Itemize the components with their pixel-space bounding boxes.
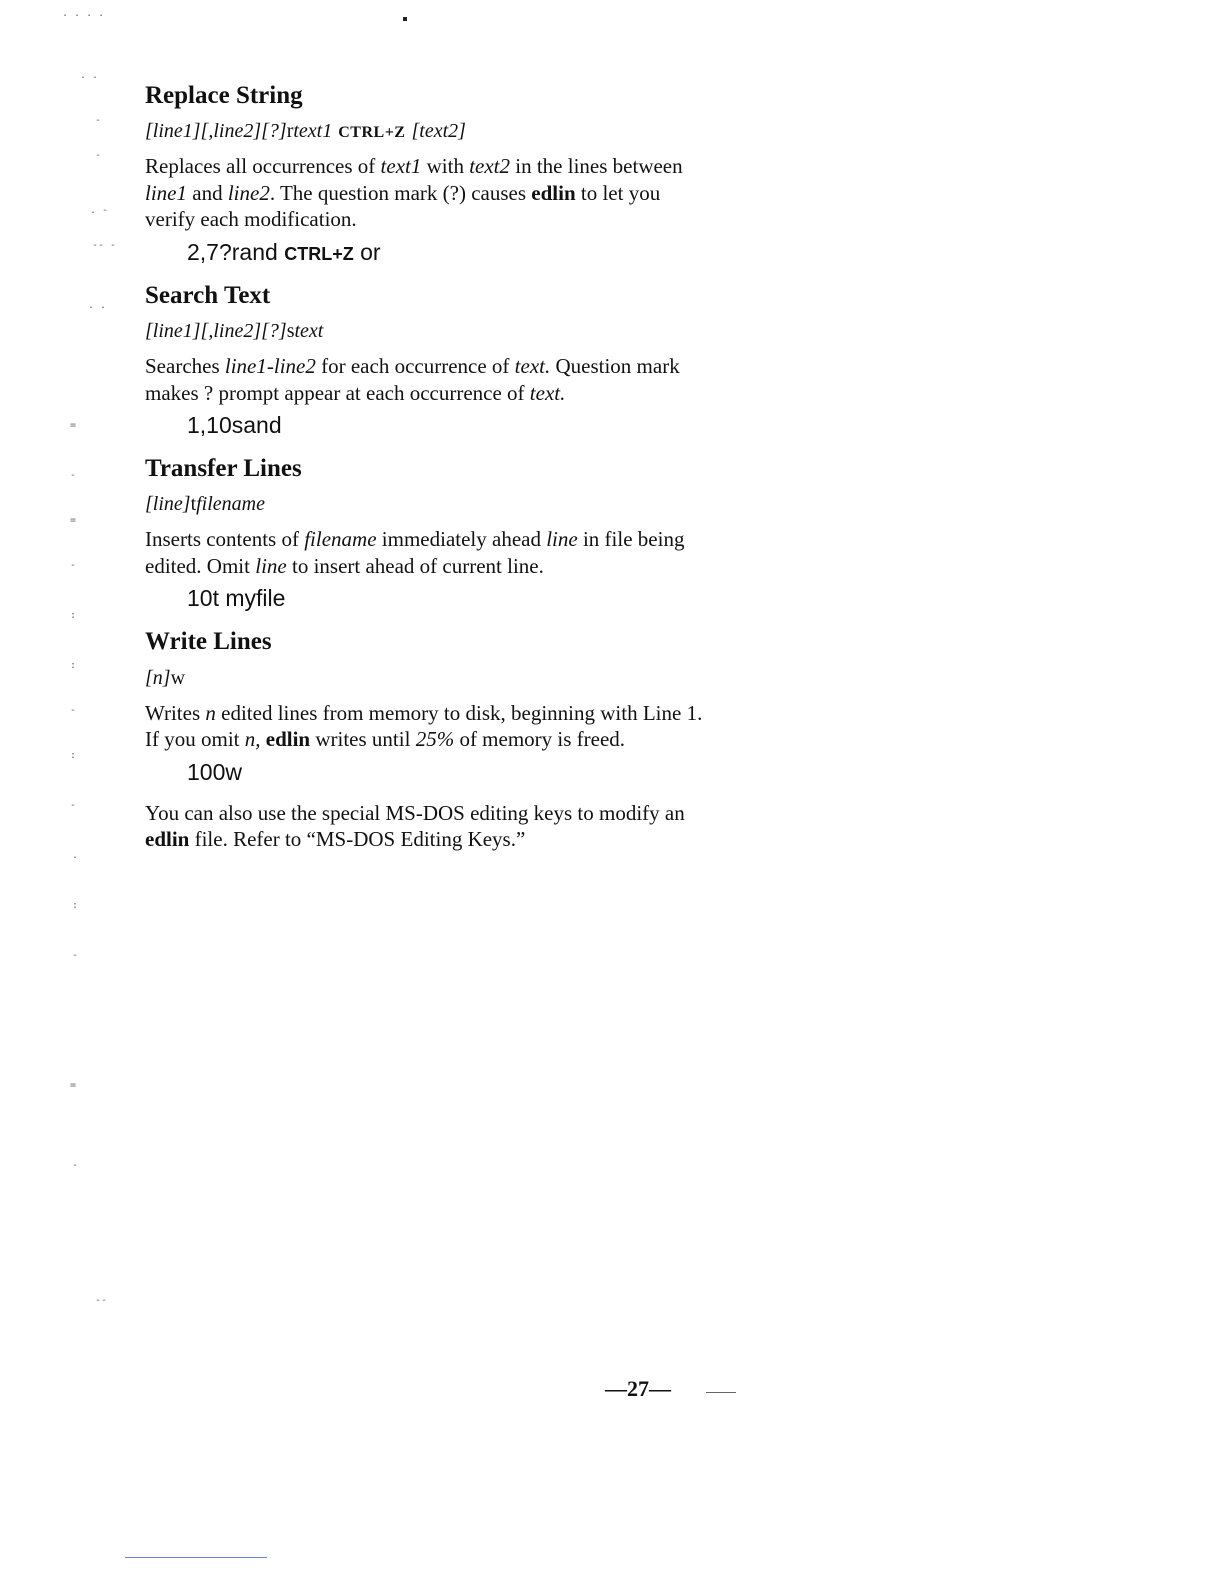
syntax-command: s bbox=[286, 320, 295, 343]
desc-italic: n bbox=[205, 700, 216, 725]
command-example bbox=[187, 237, 705, 268]
desc-text: Question mark makes ? prompt appear at each occurrence of bbox=[145, 354, 680, 405]
syntax-arg2: [text2] bbox=[411, 120, 466, 143]
syntax-params: [line] bbox=[145, 493, 191, 516]
section-title: Transfer Lines bbox=[145, 455, 302, 483]
desc-italic: line1-line2 bbox=[224, 354, 316, 379]
desc-text: for each occurrence of bbox=[315, 354, 515, 379]
syntax-arg: text1 bbox=[293, 120, 333, 143]
desc-text: of memory is freed. bbox=[454, 727, 626, 752]
desc-text: Searches bbox=[145, 354, 225, 379]
section-title: Replace String bbox=[145, 82, 303, 109]
desc-text: immediately ahead bbox=[376, 527, 547, 552]
closing-bold: edlin bbox=[145, 827, 190, 852]
desc-bold: edlin bbox=[531, 180, 576, 205]
syntax-command: r bbox=[286, 120, 294, 143]
manual-page: . . . . . . - - . - -- - . . = - = - : : - : - . : - = - -- Replace String [line1][,line2][?]rtext1 CTRL+Z [text2] Replaces all occurrences of text1 with text2 in the lines between line1 and line2. The question mark (?) causes edlin to let you verify each modification. 2,7?rand CTRL+Z or Search Text [line1][,line2][?]stext Searches line1-line2 for each occurrence of text. Question mark makes ? prompt appear at each occurrence of text. 1,10sand Transfer Lines [line]tfilename Inserts contents of filename immediately ahead line in file being edited. Omit line to insert ahead of current line. 10t myfile Write Lines [n]w Writes n edited lines from memory to disk, beginning with Line 1. If you omit n, edlin writes until 25% of memory is freed. 100w You can also use the special MS-DOS editing keys to modify an edlin file. Refer to “MS-DOS Editing Keys.” —27— bbox=[0, 0, 1224, 1584]
syntax-command: t bbox=[190, 493, 197, 516]
command-example: 100w bbox=[187, 758, 242, 785]
syntax-arg: text bbox=[294, 320, 324, 343]
section-description bbox=[145, 353, 705, 406]
desc-text: and bbox=[187, 180, 228, 205]
desc-italic: text1 bbox=[380, 154, 422, 179]
desc-text: in the lines between bbox=[510, 154, 683, 179]
desc-text: . The question mark (?) causes bbox=[269, 180, 532, 205]
page-number: —27— bbox=[605, 1376, 671, 1401]
syntax-arg: filename bbox=[196, 493, 265, 516]
desc-text: Writes bbox=[145, 700, 206, 725]
content-column bbox=[145, 80, 705, 853]
example-key: CTRL+Z bbox=[284, 243, 354, 264]
section-transfer-lines bbox=[145, 453, 705, 614]
desc-italic: line1 bbox=[145, 180, 187, 205]
desc-italic: n, bbox=[244, 727, 261, 752]
closing-text: You can also use the special MS-DOS editing keys to modify an bbox=[145, 800, 685, 825]
section-title: Search Text bbox=[145, 281, 271, 309]
section-write-lines bbox=[145, 626, 705, 787]
section-title: Write Lines bbox=[145, 628, 272, 656]
syntax-key: CTRL+Z bbox=[338, 124, 406, 142]
command-example: 1,10sand bbox=[187, 412, 282, 439]
syntax-params: [n] bbox=[145, 666, 171, 689]
desc-text: Inserts contents of bbox=[145, 527, 305, 552]
command-syntax bbox=[145, 665, 705, 691]
bottom-rule bbox=[125, 1557, 267, 1558]
desc-italic: 25% bbox=[415, 727, 455, 752]
section-description bbox=[145, 700, 705, 753]
section-search-text bbox=[145, 280, 705, 441]
desc-italic: line bbox=[546, 527, 578, 552]
desc-italic: text. bbox=[514, 354, 551, 379]
command-syntax bbox=[145, 318, 705, 344]
section-description bbox=[145, 153, 705, 233]
closing-note bbox=[145, 800, 705, 853]
section-description bbox=[145, 526, 705, 579]
desc-text: in file being edited. Omit bbox=[145, 527, 685, 578]
desc-text: edited lines from memory to disk, beginning with Line 1. If you omit bbox=[145, 700, 703, 752]
closing-text: file. Refer to “MS-DOS Editing Keys.” bbox=[189, 827, 526, 852]
syntax-command: w bbox=[170, 666, 186, 689]
desc-italic: text. bbox=[529, 380, 566, 405]
example-text: 2,7?rand bbox=[187, 238, 285, 265]
syntax-params: [line1][,line2][?] bbox=[145, 120, 287, 143]
section-replace-string bbox=[145, 80, 705, 268]
command-syntax bbox=[145, 491, 705, 517]
scan-speck bbox=[706, 1382, 736, 1393]
desc-text: with bbox=[421, 154, 470, 179]
command-example: 10t myfile bbox=[187, 585, 286, 612]
desc-text: Replaces all occurrences of bbox=[145, 154, 381, 179]
syntax-params: [line1][,line2][?] bbox=[145, 320, 287, 343]
desc-text: writes until bbox=[310, 727, 416, 752]
scan-speck bbox=[403, 17, 407, 21]
desc-text: to let you verify each modification. bbox=[145, 180, 661, 232]
example-text: or bbox=[353, 238, 381, 265]
desc-italic: text2 bbox=[469, 154, 511, 179]
desc-italic: filename bbox=[304, 527, 377, 552]
desc-italic: line2 bbox=[227, 180, 270, 205]
desc-text: to insert ahead of current line. bbox=[286, 553, 544, 578]
command-syntax bbox=[145, 118, 705, 144]
desc-bold: edlin bbox=[265, 727, 311, 752]
desc-italic: line bbox=[255, 553, 287, 578]
